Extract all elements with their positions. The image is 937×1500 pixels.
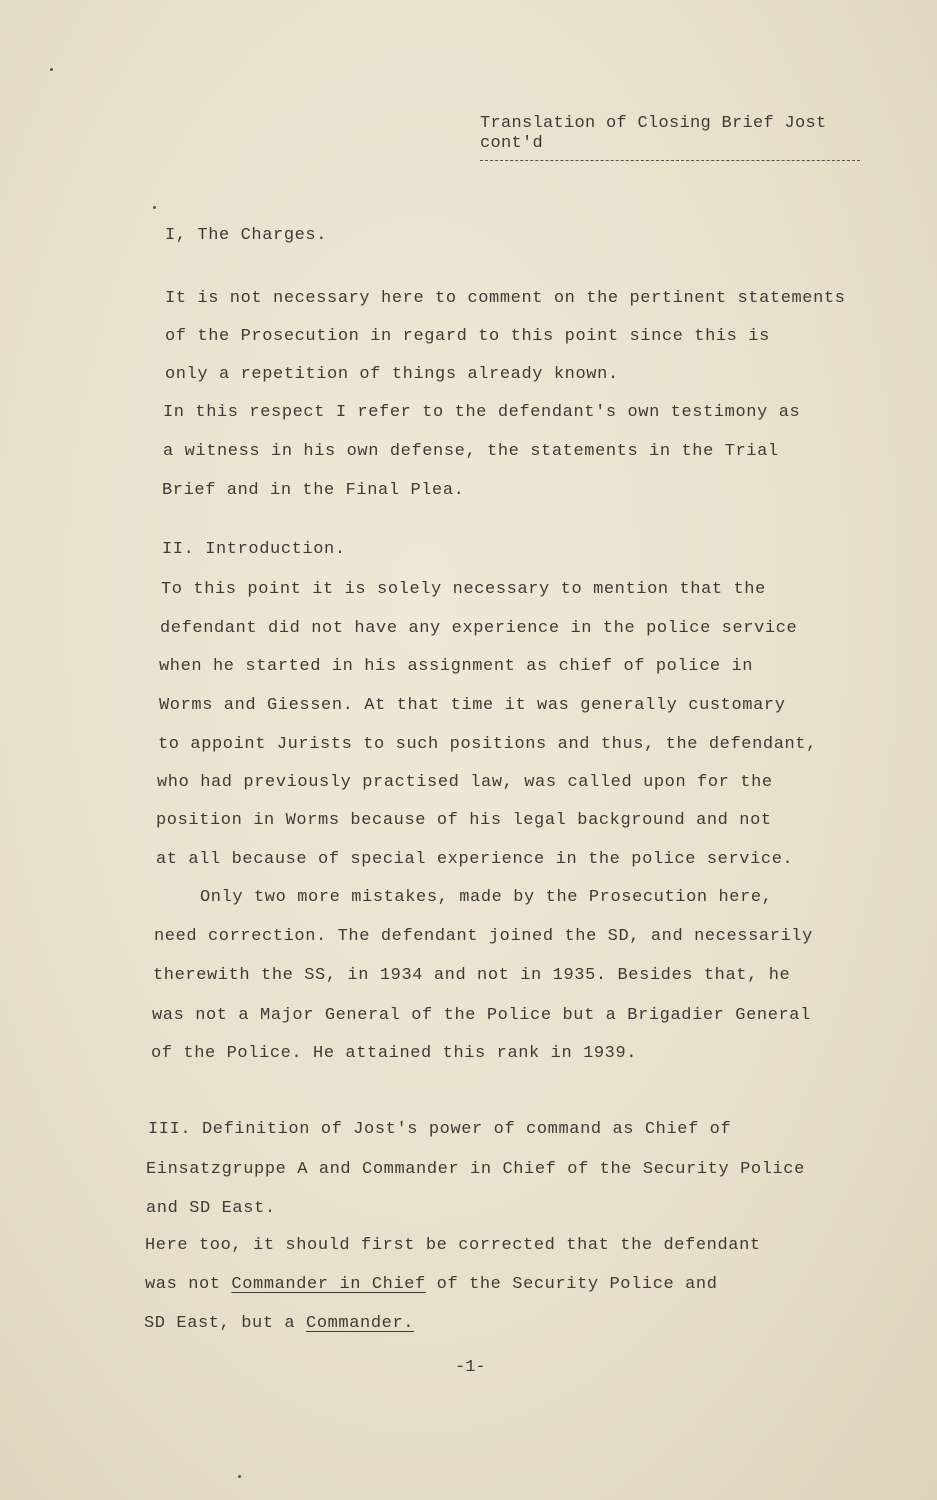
text-line: only a repetition of things already known.	[165, 365, 619, 384]
header-subtitle: cont'd	[480, 134, 544, 153]
section-heading-definition: III. Definition of Jost's power of command as Chief of	[148, 1120, 732, 1139]
text-line: to appoint Jurists to such positions and thus, the defendant,	[158, 735, 817, 754]
text-line: position in Worms because of his legal background and not	[156, 811, 772, 830]
text-line: of the Prosecution in regard to this point since this is	[165, 327, 770, 346]
paper-speck	[238, 1475, 241, 1478]
text-line: who had previously practised law, was called upon for the	[157, 773, 773, 792]
underlined-text: Commander in Chief	[231, 1275, 426, 1294]
text-line: Here too, it should first be corrected that the defendant	[145, 1236, 761, 1255]
text-line: Only two more mistakes, made by the Prosecution here,	[200, 888, 773, 907]
header-rule	[480, 160, 860, 161]
text-line: was not a Major General of the Police but a Brigadier General	[152, 1006, 811, 1025]
text-line: of the Police. He attained this rank in 1939.	[151, 1044, 638, 1063]
paper-speck	[50, 68, 53, 71]
paper-speck	[153, 206, 156, 209]
text-line: Worms and Giessen. At that time it was generally customary	[159, 696, 786, 715]
text-line: and SD East.	[146, 1199, 276, 1218]
text-fragment: SD East, but a	[144, 1314, 307, 1333]
text-line: defendant did not have any experience in the police service	[160, 619, 798, 638]
text-line: need correction. The defendant joined the SD, and necessarily	[154, 927, 813, 946]
text-line: therewith the SS, in 1934 and not in 1935. Besides that, he	[153, 966, 791, 985]
text-line: It is not necessary here to comment on the pertinent statements	[165, 289, 846, 308]
text-line: In this respect I refer to the defendant's own testimony as	[163, 403, 801, 422]
text-line: Brief and in the Final Plea.	[162, 481, 465, 500]
text-fragment: was not	[145, 1275, 232, 1294]
text-fragment: of the Security Police and	[425, 1275, 718, 1294]
text-line	[145, 1275, 718, 1294]
section-heading-charges: I, The Charges.	[165, 226, 328, 245]
header-title: Translation of Closing Brief Jost	[480, 114, 827, 133]
text-line: To this point it is solely necessary to mention that the	[161, 580, 766, 599]
document-header	[480, 114, 860, 161]
text-line: a witness in his own defense, the statements in the Trial	[163, 442, 779, 461]
text-line	[144, 1314, 414, 1333]
underlined-text: Commander.	[306, 1314, 415, 1333]
text-line: Einsatzgruppe A and Commander in Chief of the Security Police	[146, 1160, 805, 1179]
text-line: at all because of special experience in the police service.	[156, 850, 794, 869]
text-line: when he started in his assignment as chief of police in	[159, 657, 754, 676]
section-heading-introduction: II. Introduction.	[162, 540, 346, 559]
page-number: -1-	[455, 1358, 486, 1377]
